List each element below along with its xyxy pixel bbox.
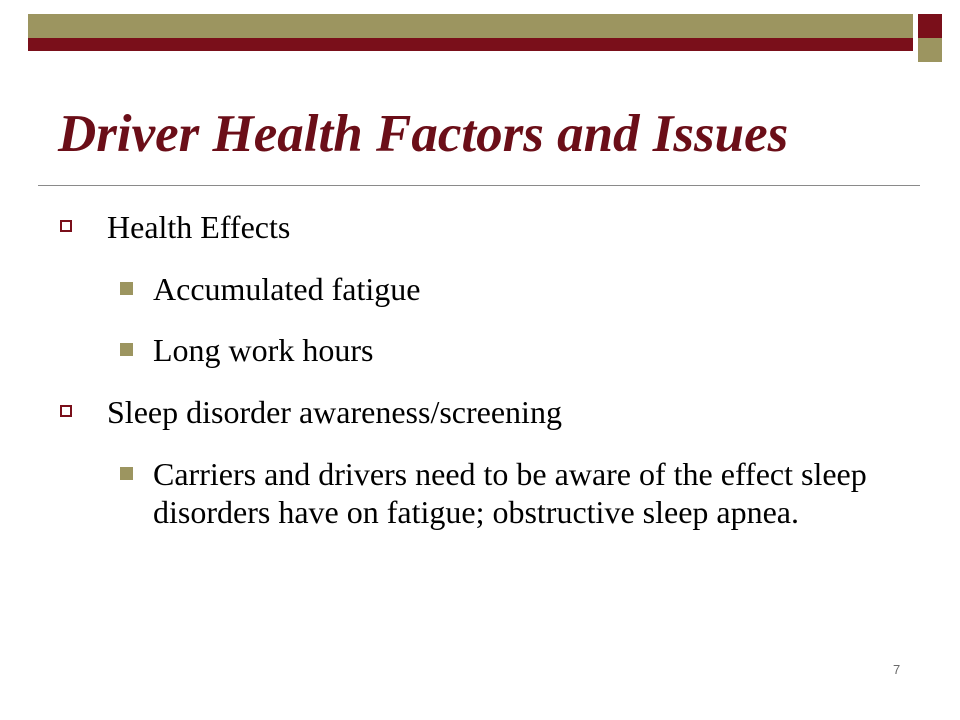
sub-bullet-text: Long work hours xyxy=(153,332,374,368)
bullet-text: Sleep disorder awareness/screening xyxy=(107,394,562,430)
slide-title: Driver Health Factors and Issues xyxy=(58,105,789,163)
hollow-square-bullet-icon xyxy=(60,405,72,417)
sub-bullet-text: Accumulated fatigue xyxy=(153,271,421,307)
bullet-text: Health Effects xyxy=(107,209,291,245)
sub-bullet-text: Carriers and drivers need to be aware of the effect sleep disorders have on fatigue; obstructive sleep apnea. xyxy=(153,456,867,530)
hollow-square-bullet-icon xyxy=(60,220,72,232)
header-bar-olive xyxy=(28,14,913,38)
filled-square-bullet-icon xyxy=(120,343,133,356)
page-number: 7 xyxy=(893,662,901,677)
title-divider xyxy=(38,185,920,186)
header-bar-maroon xyxy=(28,38,913,51)
corner-square-olive xyxy=(918,38,942,62)
filled-square-bullet-icon xyxy=(120,282,133,295)
filled-square-bullet-icon xyxy=(120,467,133,480)
corner-square-maroon xyxy=(918,14,942,38)
